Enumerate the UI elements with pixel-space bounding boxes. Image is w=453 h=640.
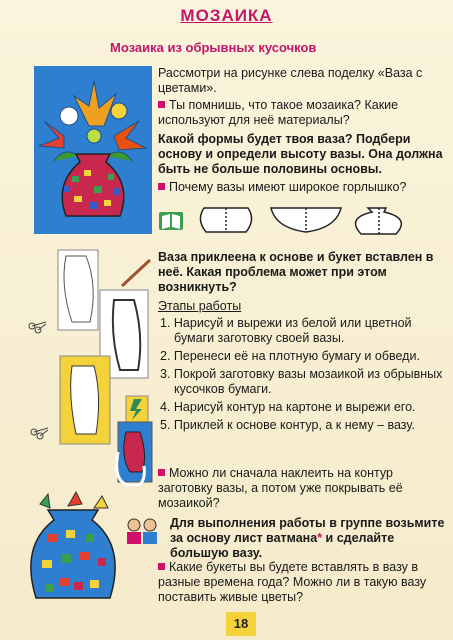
page-title: МОЗАИКА	[180, 6, 273, 25]
vase-shape-paragraph: Какой формы будет твоя ваза? Подбери основу и определи высоту вазы. Она должна быть не больше половины основы.	[158, 132, 443, 176]
question-contour: Можно ли сначала наклеить на контур заготовку вазы, а потом уже покрывать её мозаикой?	[158, 466, 403, 510]
step-item: 1. Нарисуй и вырежи из белой или цветной бумаги заготовку своей вазы.	[160, 316, 412, 345]
vase-with-flowers-image	[34, 66, 152, 234]
stages-heading: Этапы работы	[158, 299, 242, 313]
step-item: 2. Перенеси её на плотную бумагу и обведи.	[160, 349, 420, 363]
footnote-star: *	[317, 531, 323, 545]
steps-illustration	[26, 246, 156, 486]
step-item: 4. Нарисуй контур на картоне и вырежи его.	[160, 400, 416, 414]
question-bullet-icon	[158, 563, 165, 570]
steps-list	[160, 316, 444, 436]
page-number: 18	[226, 612, 256, 636]
group-work-icon	[124, 516, 160, 546]
problem-paragraph: Ваза приклеена к основе и букет вставлен в неё. Какая проблема может при этом возникнуть?	[158, 250, 434, 294]
open-book-icon	[158, 210, 184, 232]
question-mosaic: Ты помнишь, что такое мозаика? Какие используют для неё материалы?	[158, 98, 399, 127]
question-neck: Почему вазы имеют широкое горлышко?	[158, 180, 446, 195]
group-work-paragraph: Для выполнения работы в группе возьмите за основу лист ватмана* и сделайте большую вазу.	[170, 516, 445, 560]
step-item: 5. Приклей к основе контур, а к нему – вазу.	[160, 418, 415, 432]
mosaic-vase-image	[18, 490, 128, 610]
question-bullet-icon	[158, 101, 165, 108]
step-item: 3. Покрой заготовку вазы мозаикой из обрывных кусочков бумаги.	[160, 367, 443, 396]
question-bullet-icon	[158, 469, 165, 476]
question-bullet-icon	[158, 183, 165, 190]
intro-paragraph	[158, 66, 446, 96]
vase-shapes-diagram	[196, 198, 446, 242]
intro-text: Рассмотри на рисунке слева поделку «Ваза с цветами».	[158, 66, 423, 95]
question-bouquets: Какие букеты вы будете вставлять в вазу в разные времена года? Можно ли в такую вазу поставить живые цветы?	[158, 560, 427, 604]
page-subtitle: Мозаика из обрывных кусочков	[110, 40, 317, 55]
